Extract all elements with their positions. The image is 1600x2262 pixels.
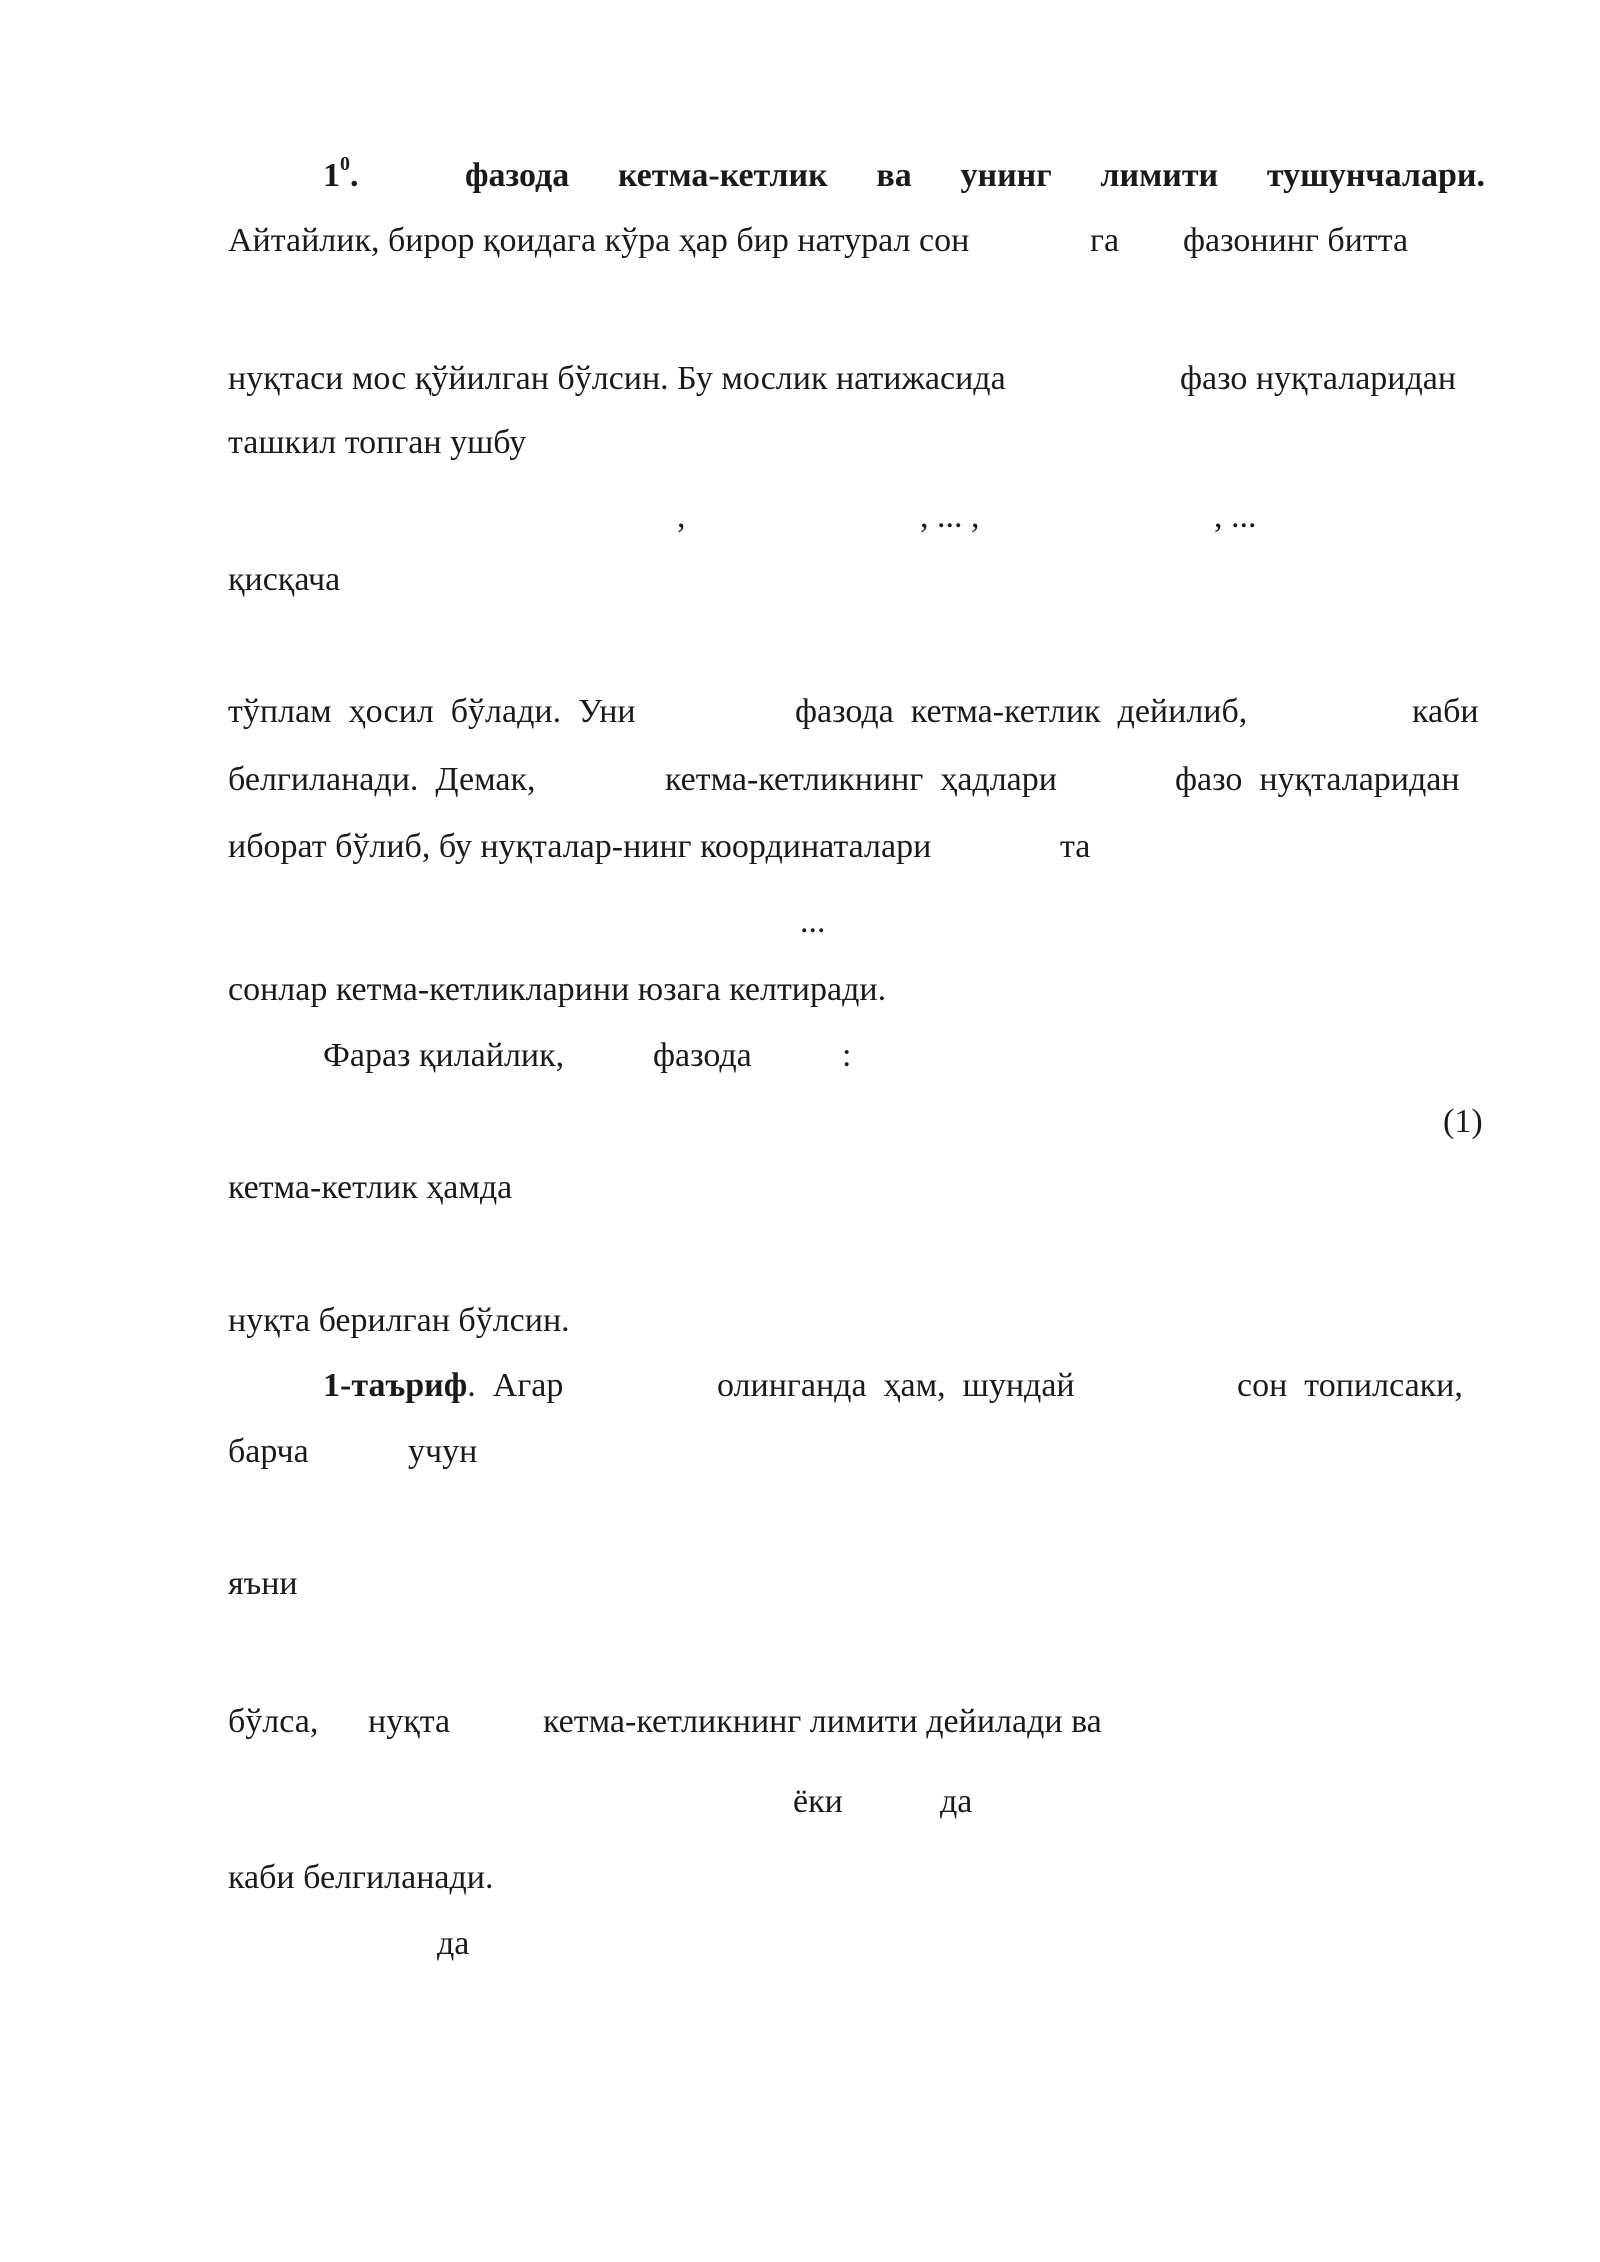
para1-line7-b: та xyxy=(1060,828,1091,865)
def1-line5-b: да xyxy=(940,1783,973,1820)
para1-line5-c: каби xyxy=(1412,693,1479,730)
para1-line6-b: кетма-кетликнинг ҳадлари xyxy=(665,761,1057,798)
para1-line2-b: фазо нуқталаридан xyxy=(1180,360,1457,397)
def1-line4-a: бўлса, xyxy=(228,1703,319,1740)
definition-label: 1-таъриф. Агар xyxy=(323,1367,564,1404)
def1-line4-c: кетма-кетликнинг лимити дейилади ва xyxy=(543,1703,1102,1740)
def1-line2-a: барча xyxy=(228,1433,309,1470)
def1-line2-b: учун xyxy=(408,1433,478,1470)
para2-line1-a: Фараз қилайлик, xyxy=(323,1037,565,1074)
equation-number: (1) xyxy=(1443,1103,1483,1140)
para1-line7-a: иборат бўлиб, бу нуқталар-нинг координаталари xyxy=(228,828,932,865)
sequence-comma-3: , ... xyxy=(1214,498,1257,535)
para1-line6-c: фазо нуқталаридан xyxy=(1175,761,1460,798)
def1-line1-c: сон топилсаки, xyxy=(1237,1367,1463,1404)
para1-line1-c: фазонинг битта xyxy=(1183,222,1409,259)
para1-line1-b: га xyxy=(1090,222,1120,259)
heading-title: фазода кетма-кетлик ва унинг лимити тушунчалари. xyxy=(465,157,1485,194)
para1-line6-a: белгиланади. Демак, xyxy=(228,761,536,798)
def1-line5-a: ёки xyxy=(793,1783,843,1820)
para1-line2-a: нуқтаси мос қўйилган бўлсин. Бу мослик натижасида xyxy=(228,360,1006,397)
para1-line8: сонлар кетма-кетликларини юзага келтиради. xyxy=(228,971,887,1008)
def1-line7: да xyxy=(437,1925,470,1962)
para2-line1-c: : xyxy=(842,1037,852,1074)
para2-line3: нуқта берилган бўлсин. xyxy=(228,1302,570,1339)
para1-line1-a: Айтайлик, бирор қоидага кўра ҳар бир натурал сон xyxy=(228,222,970,259)
para1-line5-a: тўплам ҳосил бўлади. Уни xyxy=(228,693,636,730)
def1-line3: яъни xyxy=(228,1565,298,1602)
para1-line5-b: фазода кетма-кетлик дейилиб, xyxy=(795,693,1248,730)
def1-line1-b: олинганда ҳам, шундай xyxy=(717,1367,1075,1404)
para1-line4: қисқача xyxy=(228,561,341,598)
para1-line3: ташкил топган ушбу xyxy=(228,424,527,461)
heading-number: $1^0$. xyxy=(323,152,359,194)
para2-line2: кетма-кетлик ҳамда xyxy=(228,1169,513,1206)
sequence-comma-2: , ... , xyxy=(920,498,980,535)
def1-line6: каби белгиланади. xyxy=(228,1859,494,1896)
sequence-comma-1: , xyxy=(677,498,686,535)
para2-line1-b: фазода xyxy=(653,1037,752,1074)
coordinate-ellipsis: ... xyxy=(800,903,826,940)
def1-line4-b: нуқта xyxy=(368,1703,451,1740)
